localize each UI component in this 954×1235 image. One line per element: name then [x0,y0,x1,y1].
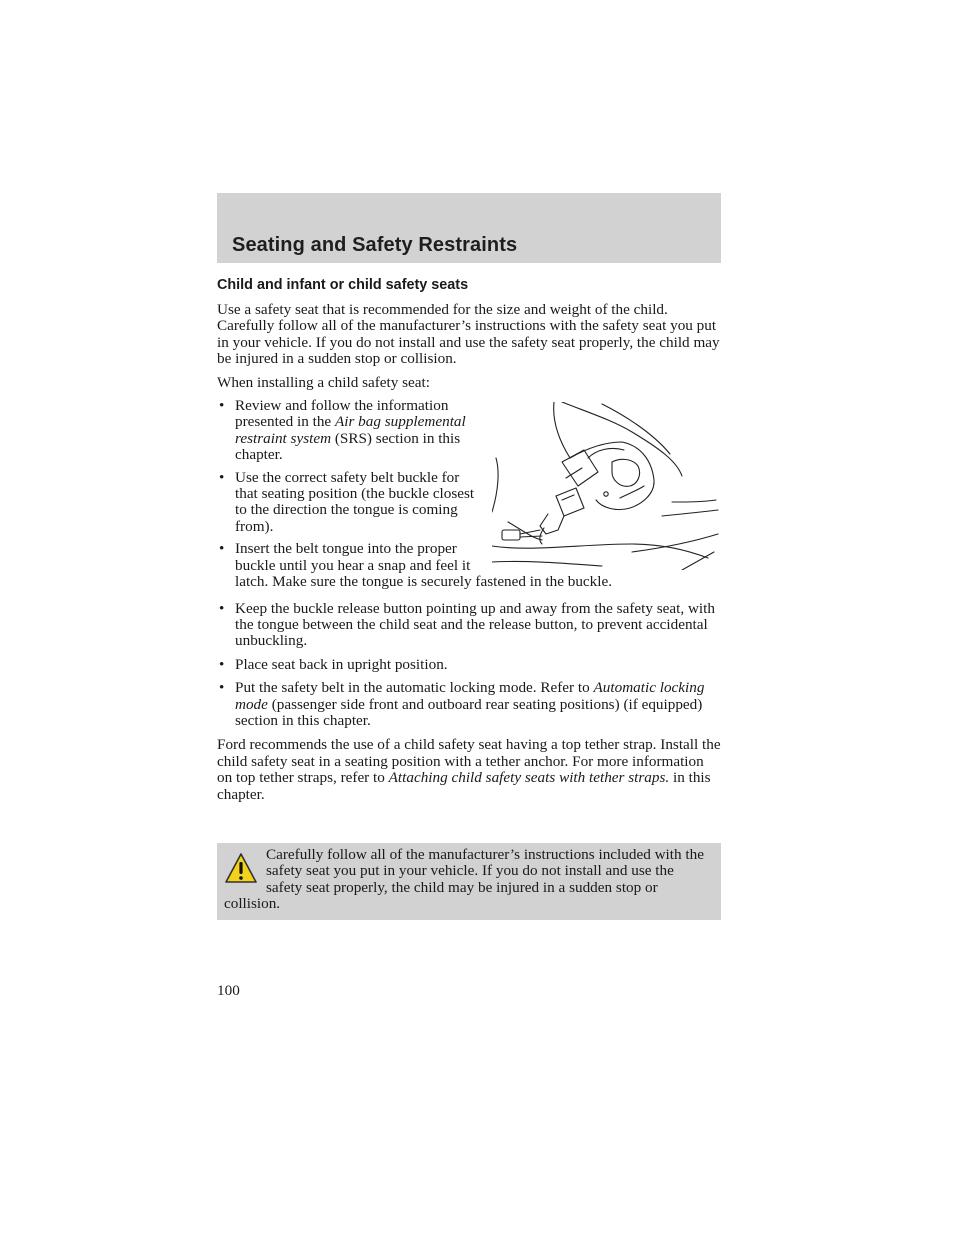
bullet-item: • Put the safety belt in the automatic locking mode. Refer to Automatic locking mode (passenger side front and outboard rear seating positions) (if equipped) section in this chapter. [219,679,705,729]
intro-paragraph: Use a safety seat that is recommended for the size and weight of the child. Carefully follow all of the manufacturer’s instructions with the safety seat you put in your vehicle. If you do not install and use the safety seat properly, the child may be injured in a sudden stop or collision. [217,301,720,368]
main-content [217,277,722,810]
warning-text: Carefully follow all of the manufacturer’s instructions included with the safety seat you put in your vehicle. If you do not install and use the safety seat properly, the child may be injured in a sudden stop or collision. [224,846,704,913]
warning-box [217,843,721,920]
chapter-header-band [217,193,721,263]
warning-triangle-icon [224,851,258,885]
tether-paragraph: Ford recommends the use of a child safety seat having a top tether strap. Install the child safety seat in a seating position with a tether anchor. For more information on top tether straps, refer to Attaching child safety seats with tether straps. in this chapter. [217,736,721,803]
page-number: 100 [217,982,240,999]
section-heading: Child and infant or child safety seats [217,277,469,293]
installation-bullet-list [217,398,722,729]
bullet-item: • Place seat back in upright position. [219,655,448,673]
bullet-item: • Keep the buckle release button pointing up and away from the safety seat, with the tongue between the child seat and the release button, to prevent accidental unbuckling. [219,599,715,650]
bullet-item: • Review and follow the information presented in the Air bag supplemental restraint system (SRS) section in this chapter. [219,397,466,464]
chapter-title: Seating and Safety Restraints [232,234,518,256]
when-installing-text: When installing a child safety seat: [217,373,430,391]
bullet-item: • Use the correct safety belt buckle for that seating position (the buckle closest to the direction the tongue is coming from). [219,468,475,535]
bullet-item: • Insert the belt tongue into the proper buckle until you hear a snap and feel it latch. Make sure the tongue is securely fastened in the buckle. [219,540,613,591]
